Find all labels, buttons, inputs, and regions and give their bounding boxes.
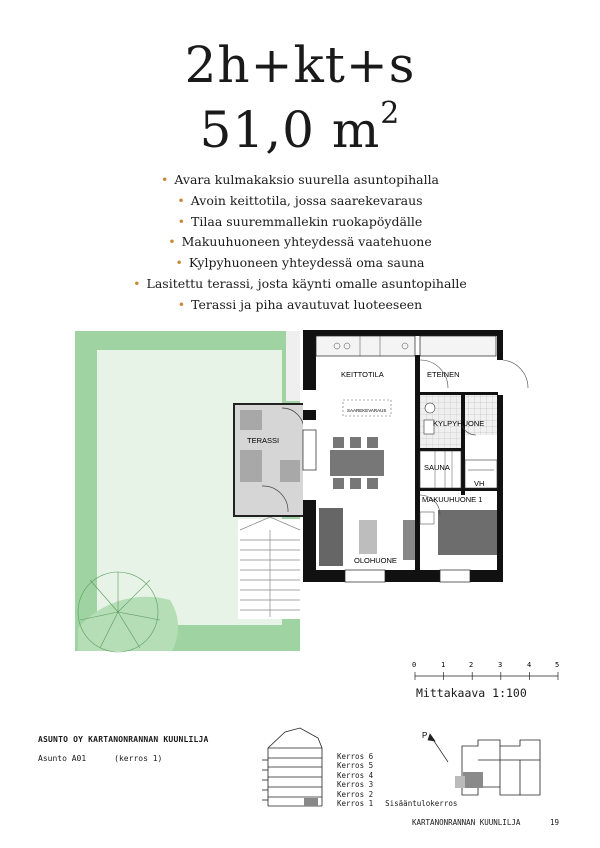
room-label-saarekevaraus: SAAREKEVARAUS (347, 408, 387, 413)
building-elevation (262, 728, 322, 806)
scale-tick: 5 (555, 661, 560, 669)
compass-label: P (422, 731, 428, 740)
apartment-number: Asunto A01 (38, 754, 87, 763)
scale-bar (415, 672, 558, 680)
scale-tick: 1 (441, 661, 446, 669)
dining-table (330, 437, 384, 489)
page-number: 19 (550, 818, 560, 827)
scale-tick: 0 (412, 661, 417, 669)
feature-item: • Makuuhuoneen yhteydessä vaatehuone (168, 234, 432, 250)
room-label-sauna: SAUNA (424, 463, 450, 472)
feature-item: • Tilaa suuremmallekin ruokapöydälle (177, 213, 423, 229)
room-label-kylpyhuone: KYLPYHUONE (433, 419, 485, 428)
floor-item: Kerros 2 (337, 789, 374, 799)
sofa (319, 508, 343, 566)
feature-item: • Kylpyhuoneen yhteydessä oma sauna (175, 255, 425, 271)
feature-item: • Avoin keittotila, jossa saarekevaraus (177, 192, 423, 208)
room-label-vh: VH (474, 479, 485, 488)
bed (438, 510, 497, 555)
floor-note: Sisääntulokerros (385, 798, 458, 808)
scale-tick: 4 (527, 661, 532, 669)
scale-tick: 3 (498, 661, 503, 669)
scale-tick: 2 (469, 661, 474, 669)
feature-item: • Lasitettu terassi, josta käynti omalle asuntopihalle (133, 275, 467, 291)
feature-item: • Terassi ja piha avautuvat luoteeseen (177, 296, 423, 312)
room-label-olohuone: OLOHUONE (354, 556, 397, 565)
floor-item: Kerros 4 (337, 770, 374, 780)
floor-item: Kerros 1 Sisääntulokerros (337, 798, 458, 808)
current-floor-marker (304, 798, 318, 806)
apartment-type-heading: 2h+kt+s (184, 36, 416, 94)
floor-item: Kerros 5 (337, 761, 374, 771)
room-label-eteinen: ETEINEN (427, 370, 460, 379)
floor-item: Kerros 6 (337, 752, 374, 761)
footer-project: KARTANONRANNAN KUUNLILJA (412, 818, 521, 827)
room-label-keittotila: KEITTOTILA (341, 370, 384, 379)
room-label-makuuhuone: MAKUUHUONE 1 (422, 495, 483, 504)
floor-item: Kerros 3 (337, 780, 374, 790)
apartment-floor: (kerros 1) (114, 754, 163, 763)
apartment-info (38, 754, 190, 763)
apartment-area-heading: 51,0 $m^2$ (199, 96, 401, 159)
scale-label: Mittakaava 1:100 (416, 686, 527, 700)
coffee-table (359, 520, 377, 554)
room-label-terassi: TERASSI (247, 436, 280, 445)
apartment-location-marker (463, 772, 483, 788)
floor-list (337, 752, 457, 808)
housing-company: ASUNTO OY KARTANONRANNAN KUUNLILJA (38, 735, 209, 744)
feature-item: • Avara kulmakaksio suurella asuntopihalla (160, 172, 440, 187)
kitchen-counter (316, 336, 415, 356)
